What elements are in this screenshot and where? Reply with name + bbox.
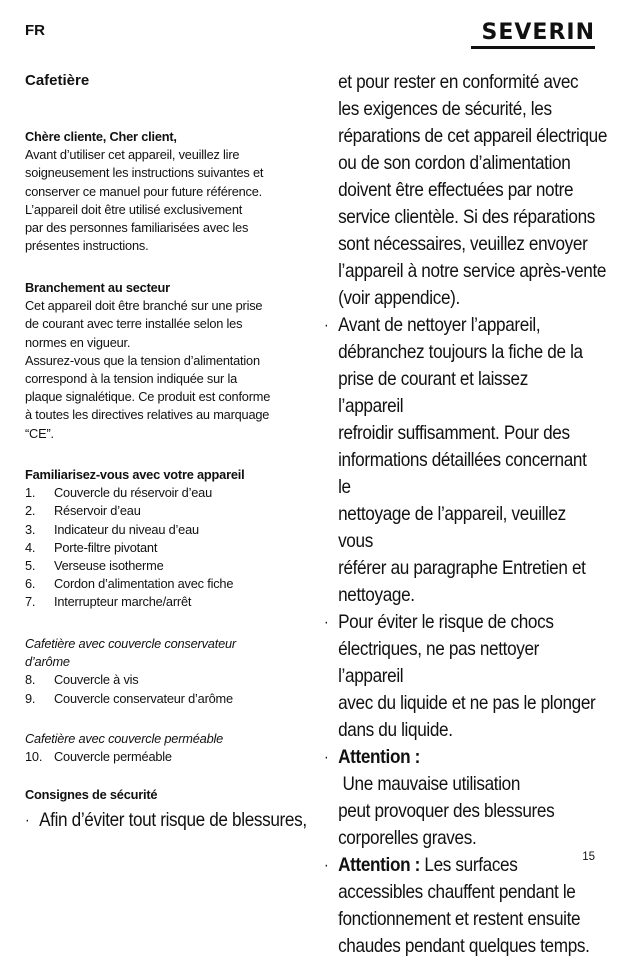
safety-line: débranchez toujours la fiche de la: [338, 341, 583, 363]
page-title: Cafetière: [25, 72, 90, 89]
parts-heading: Familiarisez-vous avec votre appareil: [25, 467, 245, 482]
permeable-section: [25, 730, 317, 766]
safety-line: électriques, ne pas nettoyer l’appareil: [338, 638, 540, 687]
connection-line: Assurez-vous que la tension d’alimentation: [25, 352, 260, 368]
attention-label: Attention :: [338, 746, 420, 768]
safety-line: fonctionnement et restent ensuite: [338, 908, 581, 930]
safety-line: chaudes pendant quelques temps.: [338, 935, 590, 957]
safety-line: l’appareil à notre service après-vente: [338, 260, 607, 282]
connection-line: de courant avec terre installée selon les: [25, 316, 243, 332]
item-text: Couvercle perméable: [54, 749, 172, 765]
bullet-icon: ·: [324, 317, 329, 334]
item-number: 3.: [25, 521, 36, 537]
connection-line: normes en vigueur.: [25, 334, 131, 350]
safety-line: dans du liquide.: [338, 719, 453, 741]
safety-heading-block: [25, 786, 317, 804]
safety-line: avec du liquide et ne pas le plonger: [338, 692, 596, 714]
attention-label: Attention :: [338, 854, 420, 876]
safety-line: et pour rester en conformité avec: [338, 71, 579, 93]
item-text: Verseuse isotherme: [54, 558, 164, 574]
safety-bullet-shock: [324, 609, 597, 744]
item-number: 7.: [25, 594, 36, 610]
safety-line: référer au paragraphe Entretien et: [338, 557, 586, 579]
safety-line: réparations de cet appareil électrique: [338, 125, 608, 147]
right-column: [324, 69, 608, 960]
connection-line: “CE”.: [25, 425, 54, 441]
safety-heading: Consignes de sécurité: [25, 787, 158, 802]
safety-line: nettoyage de l’appareil, veuillez vous: [338, 503, 566, 552]
item-text: Couvercle conservateur d’arôme: [54, 690, 233, 706]
item-text: Couvercle du réservoir d’eau: [54, 485, 212, 501]
list-item: [25, 575, 317, 593]
item-text: Couvercle à vis: [54, 672, 139, 688]
safety-continued: [324, 69, 611, 312]
safety-bullet-hot-surfaces: [324, 852, 597, 960]
bullet-icon: ·: [25, 812, 30, 829]
safety-line: Pour éviter le risque de chocs: [338, 611, 554, 633]
safety-bullet-misuse: [324, 744, 597, 852]
connection-heading: Branchement au secteur: [25, 280, 170, 295]
safety-line: sont nécessaires, veuillez envoyer: [338, 233, 588, 255]
list-item: [25, 593, 317, 611]
safety-line: Avant de nettoyer l’appareil,: [338, 314, 541, 336]
item-number: 10.: [25, 749, 43, 765]
connection-line: à toutes les directives relatives au marquage: [25, 407, 270, 423]
intro-line: L’appareil doit être utilisé exclusivement: [25, 201, 243, 217]
safety-line: corporelles graves.: [338, 827, 477, 849]
safety-line: Les surfaces: [419, 854, 518, 876]
page-number: 15: [582, 851, 595, 863]
safety-line: Une mauvaise utilisation: [338, 773, 521, 795]
item-text: Interrupteur marche/arrêt: [54, 594, 192, 610]
item-text: Indicateur du niveau d’eau: [54, 521, 199, 537]
safety-line: doivent être effectuées par notre: [338, 179, 574, 201]
list-item: [25, 521, 317, 539]
aroma-heading: Cafetière avec couvercle conservateur: [25, 636, 236, 651]
connection-line: correspond à la tension indiquée sur la: [25, 371, 238, 387]
list-item: [25, 557, 317, 575]
list-item: [25, 671, 317, 689]
item-text: Cordon d’alimentation avec fiche: [54, 576, 234, 592]
bullet-icon: ·: [324, 857, 329, 874]
safety-line: service clientèle. Si des réparations: [338, 206, 595, 228]
safety-line: prise de courant et laissez l’appareil: [338, 368, 528, 417]
item-number: 8.: [25, 672, 36, 688]
list-item: [25, 690, 317, 708]
language-code: FR: [25, 22, 45, 39]
item-number: 6.: [25, 576, 36, 592]
list-item: [25, 484, 317, 502]
safety-line: (voir appendice).: [338, 287, 460, 309]
list-item: [25, 539, 317, 557]
permeable-heading: Cafetière avec couvercle perméable: [25, 731, 224, 746]
safety-line: accessibles chauffent pendant le: [338, 881, 576, 903]
item-number: 5.: [25, 558, 36, 574]
safety-bullet-cleaning: [324, 312, 597, 609]
intro-line: soigneusement les instructions suivantes et: [25, 165, 264, 181]
safety-line: refroidir suffisamment. Pour des: [338, 422, 570, 444]
intro-section: [25, 128, 317, 255]
item-number: 9.: [25, 690, 36, 706]
greeting: Chère cliente, Cher client,: [25, 129, 177, 144]
connection-line: plaque signalétique. Ce produit est conforme: [25, 389, 271, 405]
safety-line: ou de son cordon d’alimentation: [338, 152, 571, 174]
intro-line: Avant d’utiliser cet appareil, veuillez lire: [25, 147, 240, 163]
aroma-heading: d’arôme: [25, 654, 70, 670]
connection-section: [25, 279, 317, 443]
item-number: 4.: [25, 539, 36, 555]
item-number: 2.: [25, 503, 36, 519]
brand-logo: SEVERIN: [481, 20, 595, 45]
intro-line: conserver ce manuel pour future référence.: [25, 183, 263, 199]
intro-line: présentes instructions.: [25, 238, 149, 254]
list-item: [25, 748, 317, 766]
item-number: 1.: [25, 485, 36, 501]
item-text: Porte-filtre pivotant: [54, 539, 158, 555]
bullet-icon: ·: [324, 614, 329, 631]
safety-first-item: [25, 807, 317, 834]
list-item: [25, 502, 317, 520]
safety-line: peut provoquer des blessures: [338, 800, 555, 822]
intro-line: par des personnes familiarisées avec les: [25, 220, 249, 236]
brand-underline: [471, 46, 595, 49]
connection-line: Cet appareil doit être branché sur une prise: [25, 298, 263, 314]
safety-line: Afin d’éviter tout risque de blessures,: [39, 809, 307, 831]
aroma-section: [25, 635, 317, 708]
safety-line: les exigences de sécurité, les: [338, 98, 552, 120]
bullet-icon: ·: [324, 749, 329, 766]
item-text: Réservoir d’eau: [54, 503, 141, 519]
safety-line: nettoyage.: [338, 584, 415, 606]
parts-section: [25, 466, 317, 612]
safety-line: informations détaillées concernant le: [338, 449, 587, 498]
